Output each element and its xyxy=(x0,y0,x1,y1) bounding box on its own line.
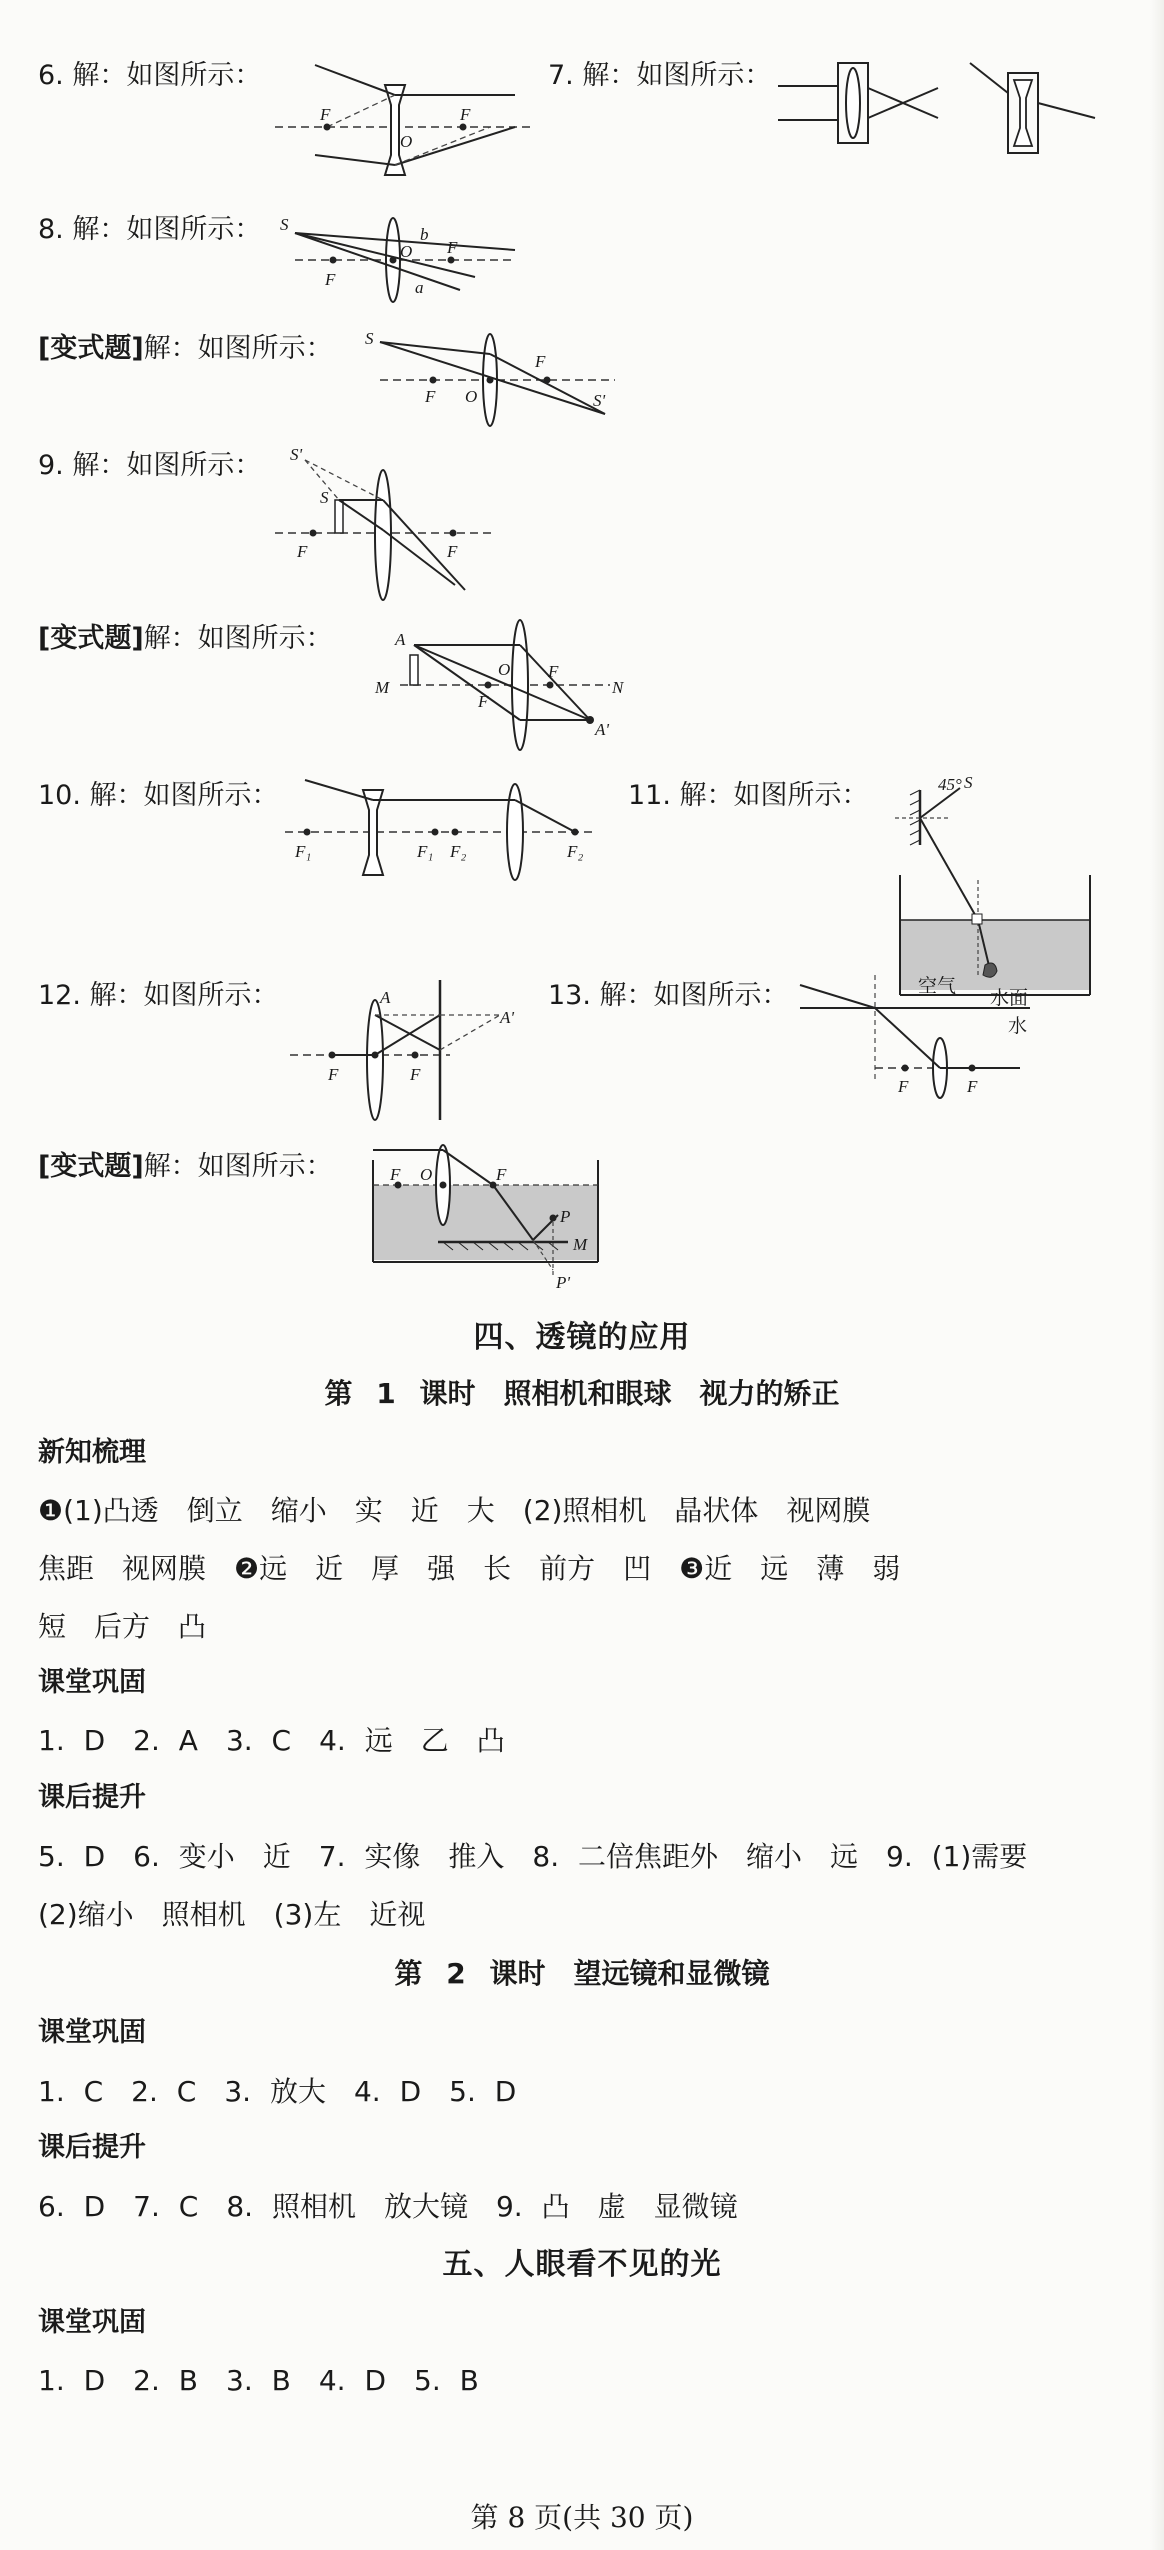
fig13-F-left: F xyxy=(898,1077,909,1096)
page-edge xyxy=(1150,0,1164,2550)
section5-ketang-heading: 课堂巩固 xyxy=(38,2307,146,2338)
fig12-A-prime: A' xyxy=(500,1008,515,1027)
fig8-F-right: F xyxy=(447,238,458,257)
problem-9-figure xyxy=(275,445,505,605)
problem-13-label: 13. 解：如图所示： xyxy=(548,980,789,1011)
kehou-heading: 课后提升 xyxy=(38,1782,146,1813)
fig12-F-left: F xyxy=(328,1065,339,1084)
section-4-title: 四、透镜的应用 xyxy=(473,1320,691,1355)
fig10-F2-left: F₂ xyxy=(450,842,467,861)
varfig9-A-prime: A' xyxy=(595,720,610,739)
variant-9-figure xyxy=(370,615,640,765)
fig13-water-surface: 水面 xyxy=(990,987,1029,1009)
varfig13-M: M xyxy=(573,1235,588,1254)
fig9-S-prime: S' xyxy=(290,445,303,464)
kehou2-answers: 6. D 7. C 8. 照相机 放大镜 9. 凸 虚 显微镜 xyxy=(38,2190,738,2223)
xinzhi-line-2: 焦距 视网膜 ❷远 近 厚 强 长 前方 凹 ❸近 远 薄 弱 xyxy=(38,1552,901,1585)
varfig9-F-left: F xyxy=(478,692,489,711)
section5-ketang-answers: 1. D 2. B 3. B 4. D 5. B xyxy=(38,2364,479,2397)
fig13-air: 空气 xyxy=(918,975,957,997)
variant-8-label: [变式题]解：如图所示： xyxy=(38,333,333,364)
page-footer: 第 8 页(共 30 页) xyxy=(470,2501,694,2534)
xinzhi-line-1: ❶(1)凸透 倒立 缩小 实 近 大 (2)照相机 晶状体 视网膜 xyxy=(38,1494,871,1527)
fig10-F1-right: F₁ xyxy=(417,842,434,861)
varfig9-M: M xyxy=(375,678,390,697)
problem-9-label: 9. 解：如图所示： xyxy=(38,450,262,481)
varfig9-O: O xyxy=(498,660,511,679)
varfig13-P: P xyxy=(560,1207,571,1226)
varfig13-F-right: F xyxy=(496,1165,507,1184)
varfig13-P-prime: P' xyxy=(556,1273,571,1292)
fig9-F-left: F xyxy=(297,542,308,561)
varfig13-O: O xyxy=(420,1165,433,1184)
fig6-F-right: F xyxy=(460,105,471,124)
fig10-F1-left: F₁ xyxy=(295,842,312,861)
lesson-1-title: 第 1 课时 照相机和眼球 视力的矫正 xyxy=(324,1377,840,1410)
fig9-F-right: F xyxy=(447,542,458,561)
problem-7-label: 7. 解：如图所示： xyxy=(548,60,772,91)
varfig9-F-right: F xyxy=(548,662,559,681)
fig8-F-left: F xyxy=(325,270,336,289)
varfig9-N: N xyxy=(612,678,624,697)
kehou-line-1: 5. D 6. 变小 近 7. 实像 推入 8. 二倍焦距外 缩小 远 9. (1)需要 xyxy=(38,1840,1028,1873)
varfig8-S-prime: S' xyxy=(593,391,606,410)
fig6-F-left: F xyxy=(320,105,331,124)
fig8-S: S xyxy=(280,215,289,234)
problem-10-figure xyxy=(285,775,605,885)
problem-12-figure xyxy=(280,975,540,1130)
problem-7-figure-b xyxy=(970,58,1100,168)
problem-6-label: 6. 解：如图所示： xyxy=(38,60,262,91)
variant-8-figure xyxy=(365,322,635,432)
fig8-a: a xyxy=(415,278,424,297)
fig8-b: b xyxy=(420,225,429,244)
problem-6-figure xyxy=(275,55,535,185)
problem-13-figure xyxy=(800,970,1030,1100)
varfig9-A: A xyxy=(395,630,406,649)
fig12-F-right: F xyxy=(410,1065,421,1084)
fig6-O: O xyxy=(400,132,413,151)
kehou-line-2: (2)缩小 照相机 (3)左 近视 xyxy=(38,1898,426,1931)
variant-13-figure xyxy=(368,1140,608,1305)
problem-7-figure-a xyxy=(778,58,948,158)
ketang-answers: 1. D 2. A 3. C 4. 远 乙 凸 xyxy=(38,1724,505,1757)
ketang2-answers: 1. C 2. C 3. 放大 4. D 5. D xyxy=(38,2075,517,2108)
lesson-2-title: 第 2 课时 望远镜和显微镜 xyxy=(394,1957,770,1990)
problem-8-label: 8. 解：如图所示： xyxy=(38,214,262,245)
fig11-angle45: 45° xyxy=(938,775,962,794)
fig9-S: S xyxy=(320,488,329,507)
fig10-F2-right: F₂ xyxy=(567,842,584,861)
kehou2-heading: 课后提升 xyxy=(38,2132,146,2163)
problem-12-label: 12. 解：如图所示： xyxy=(38,980,279,1011)
ketang2-heading: 课堂巩固 xyxy=(38,2017,146,2048)
variant-9-label: [变式题]解：如图所示： xyxy=(38,623,333,654)
varfig8-F-left: F xyxy=(425,387,436,406)
xinzhi-line-3: 短 后方 凸 xyxy=(38,1610,207,1643)
section-5-title: 五、人眼看不见的光 xyxy=(442,2247,722,2282)
problem-8-figure xyxy=(275,205,535,305)
varfig8-S: S xyxy=(365,329,374,348)
xinzhi-heading: 新知梳理 xyxy=(38,1437,146,1468)
varfig13-F-left: F xyxy=(390,1165,401,1184)
varfig8-F-right: F xyxy=(535,352,546,371)
problem-10-label: 10. 解：如图所示： xyxy=(38,780,279,811)
fig13-water: 水 xyxy=(1008,1015,1028,1037)
variant-13-label: [变式题]解：如图所示： xyxy=(38,1151,333,1182)
fig13-F-right: F xyxy=(967,1077,978,1096)
ketang-heading: 课堂巩固 xyxy=(38,1667,146,1698)
fig8-O: O xyxy=(400,242,413,261)
fig12-A: A xyxy=(380,988,391,1007)
varfig8-O: O xyxy=(465,387,478,406)
fig11-S: S xyxy=(964,773,973,792)
problem-11-label: 11. 解：如图所示： xyxy=(628,780,869,811)
